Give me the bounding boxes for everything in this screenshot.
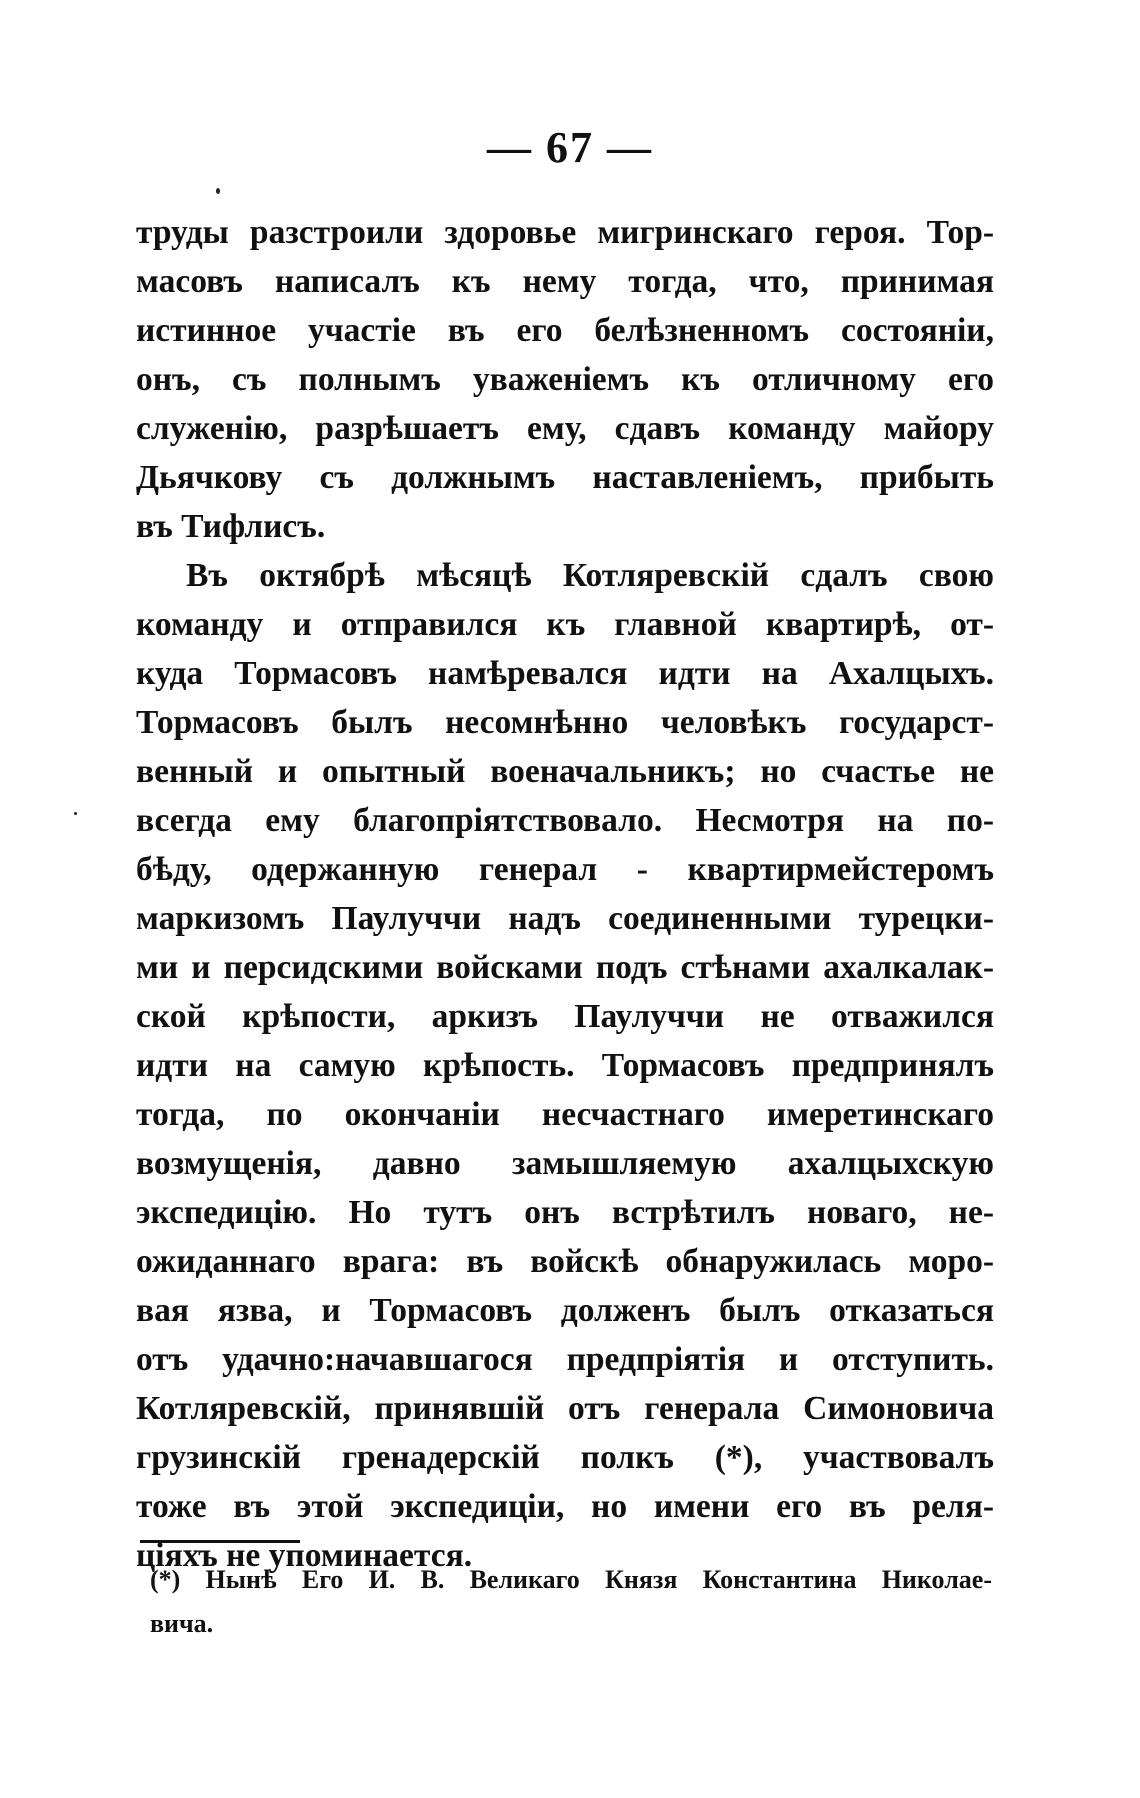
text-line: въ Тифлисъ. (136, 508, 326, 545)
text-line: Тормасовъ былъ несомнѣнно человѣкъ государст- (136, 704, 994, 741)
footnote-line: вича. (150, 1609, 214, 1638)
print-speck (216, 188, 220, 194)
text-line: ской крѣпости, аркизъ Паулуччи не отважился (136, 998, 994, 1035)
text-line: Въ октябрѣ мѣсяцѣ Котляревскій сдалъ свою (186, 557, 994, 594)
paragraph (136, 208, 994, 551)
paragraph (136, 551, 994, 1580)
text-line: служенію, разрѣшаетъ ему, сдавъ команду майору (136, 410, 994, 447)
text-line: тогда, по окончаніи несчастнаго имеретинскаго (136, 1096, 994, 1133)
text-line: онъ, съ полнымъ уваженіемъ къ отличному его (136, 361, 994, 398)
text-line: идти на самую крѣпость. Тормасовъ предпринялъ (136, 1047, 994, 1084)
footnote-line: (*) Нынѣ Его И. В. Великаго Князя Константина Николае- (150, 1565, 992, 1594)
text-line: грузинскій гренадерскій полкъ (*), участвовалъ (136, 1439, 994, 1476)
text-line: венный и опытный военачальникъ; но счастье не (136, 753, 994, 790)
text-line: труды разстроили здоровье мигринскаго героя. Тор- (136, 214, 994, 251)
footnote-divider (140, 1540, 300, 1543)
text-line: масовъ написалъ къ нему тогда, что, принимая (136, 263, 994, 300)
text-line: ожиданнаго врага: въ войскѣ обнаружилась моро- (136, 1243, 994, 1280)
text-line: вая язва, и Тормасовъ долженъ былъ отказаться (136, 1292, 994, 1329)
text-line: ціяхъ не упоминается. (136, 1537, 473, 1574)
text-line: команду и отправился къ главной квартирѣ, от- (136, 606, 994, 643)
text-line: Котляревскій, принявшій отъ генерала Симоновича (136, 1390, 994, 1427)
body-text (136, 208, 994, 1580)
print-speck (74, 812, 77, 815)
text-line: ми и персидскими войсками подъ стѣнами ахалкалак- (136, 949, 994, 986)
text-line: истинное участіе въ его белѣзненномъ состояніи, (136, 312, 994, 349)
text-line: всегда ему благопріятствовало. Несмотря на по- (136, 802, 994, 839)
text-line: отъ удачно:начавшагося предпріятія и отступить. (136, 1341, 994, 1378)
page-number: — 67 — (487, 123, 653, 172)
text-line: куда Тормасовъ намѣревался идти на Ахалцыхъ. (136, 655, 994, 692)
text-line: тоже въ этой экспедиціи, но имени его въ реля- (136, 1488, 994, 1525)
text-line: бѣду, одержанную генерал - квартирмейстеромъ (136, 851, 994, 888)
text-line: маркизомъ Паулуччи надъ соединенными турецки- (136, 900, 994, 937)
text-line: Дьячкову съ должнымъ наставленіемъ, прибыть (136, 459, 994, 496)
text-line: экспедицію. Но тутъ онъ встрѣтилъ новаго, не- (136, 1194, 994, 1231)
footnote (150, 1558, 992, 1646)
text-line: возмущенія, давно замышляемую ахалцыхскую (136, 1145, 994, 1182)
